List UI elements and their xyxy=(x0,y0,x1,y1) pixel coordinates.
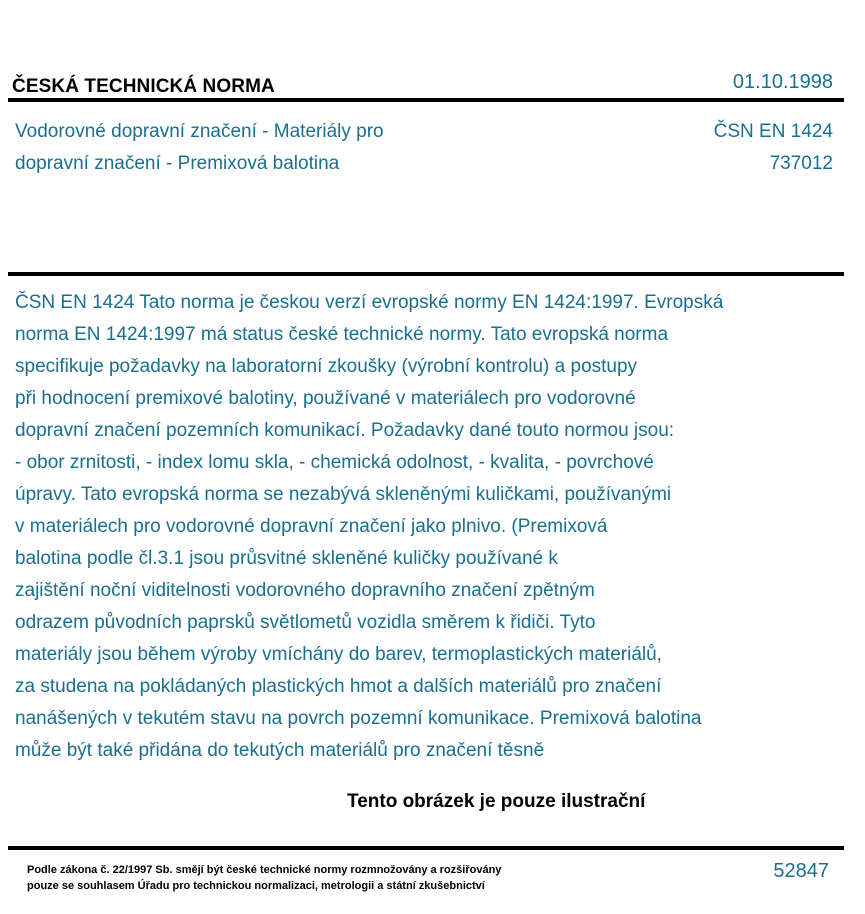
middle-divider xyxy=(8,272,844,276)
publication-date: 01.10.1998 xyxy=(732,71,833,93)
document-number: 52847 xyxy=(773,860,829,882)
abstract-line: specifikuje požadavky na laboratorní zkoušky (výrobní kontrolu) a postupy xyxy=(15,356,638,377)
standard-title-line: Vodorovné dopravní značení - Materiály pro xyxy=(15,121,384,142)
document-heading: ČESKÁ TECHNICKÁ NORMA xyxy=(12,76,275,97)
abstract-line: materiály jsou během výroby vmíchány do barev, termoplastických materiálů, xyxy=(15,644,662,665)
standard-title xyxy=(15,116,535,180)
abstract-line: dopravní značení pozemních komunikací. Požadavky dané touto normou jsou: xyxy=(15,420,675,441)
copyright-notice xyxy=(27,862,501,894)
abstract-line: může být také přidána do tekutých materiálů pro značení těsně xyxy=(15,740,545,761)
abstract-line: při hodnocení premixové balotiny, používané v materiálech pro vodorovné xyxy=(15,388,636,409)
standard-code: ČSN EN 1424 xyxy=(713,121,833,142)
standard-title-line: dopravní značení - Premixová balotina xyxy=(15,153,340,174)
abstract-line: za studena na pokládaných plastických hmot a dalších materiálů pro značení xyxy=(15,676,662,697)
abstract-line: norma EN 1424:1997 má status české technické normy. Tato evropská norma xyxy=(15,324,669,345)
abstract-line: - obor zrnitosti, - index lomu skla, - chemická odolnost, - kvalita, - povrchové xyxy=(15,452,654,473)
abstract-line: v materiálech pro vodorovné dopravní značení jako plnivo. (Premixová xyxy=(15,516,608,537)
classification-number: 737012 xyxy=(769,153,833,174)
abstract-line: nanášených v tekutém stavu na povrch pozemní komunikace. Premixová balotina xyxy=(15,708,702,729)
top-divider xyxy=(8,98,844,102)
illustration-notice: Tento obrázek je pouze ilustrační xyxy=(347,791,646,812)
copyright-line: pouze se souhlasem Úřadu pro technickou normalizaci, metrologii a státní zkušebnictví xyxy=(27,880,485,892)
bottom-divider xyxy=(8,846,844,850)
abstract-line: odrazem původních paprsků světlometů vozidla směrem k řidiči. Tyto xyxy=(15,612,596,633)
abstract-line: zajištění noční viditelnosti vodorovného dopravního značení zpětným xyxy=(15,580,595,601)
abstract-line: balotina podle čl.3.1 jsou průsvitné skleněné kuličky používané k xyxy=(15,548,558,569)
abstract-line: ČSN EN 1424 Tato norma je českou verzí evropské normy EN 1424:1997. Evropská xyxy=(15,292,724,313)
standard-identifiers xyxy=(714,116,833,180)
abstract-line: úpravy. Tato evropská norma se nezabývá skleněnými kuličkami, používanými xyxy=(15,484,672,505)
abstract-text xyxy=(15,287,845,767)
copyright-line: Podle zákona č. 22/1997 Sb. smějí být české technické normy rozmnožovány a rozšiřovány xyxy=(27,864,502,876)
